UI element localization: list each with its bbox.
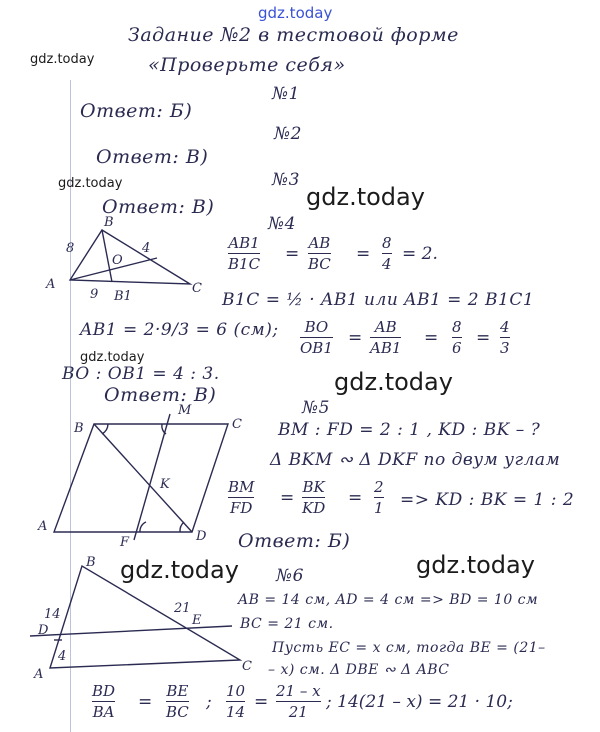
- fraction-numerator: BO: [304, 318, 329, 336]
- problem-number: №3: [272, 170, 300, 190]
- side-label: 9: [90, 287, 99, 302]
- fraction-numerator: AB: [308, 234, 331, 252]
- fraction-numerator: AB1: [228, 234, 260, 252]
- equals-sign: =: [285, 244, 300, 264]
- equation-line: – x) см. Δ DBE ∾ Δ ABC: [268, 662, 450, 678]
- equals-sign: =: [348, 328, 363, 348]
- side-label: 21: [174, 601, 191, 616]
- fraction-denominator: KD: [302, 499, 326, 517]
- watermark: gdz.today: [416, 551, 535, 579]
- fraction-denominator: 1: [374, 499, 384, 517]
- problem-number: №2: [274, 124, 302, 144]
- problem-number: №6: [276, 566, 304, 586]
- vertex-label-a: A: [34, 667, 44, 682]
- fraction-numerator: 2: [374, 478, 384, 496]
- watermark: gdz.today: [306, 183, 425, 211]
- similarity-line: Δ BKM ∾ Δ DKF по двум углам: [270, 450, 561, 470]
- fraction-denominator: BC: [308, 255, 331, 273]
- side-label: 4: [142, 241, 151, 256]
- watermark: gdz.today: [30, 52, 95, 67]
- vertex-label-b: B: [104, 215, 114, 230]
- assignment-subtitle: «Проверьте себя»: [148, 54, 346, 76]
- fraction-numerator: AB: [374, 318, 397, 336]
- fraction-denominator: 6: [452, 339, 462, 357]
- point-label-k: K: [160, 477, 170, 492]
- fraction-denominator: 4: [382, 255, 392, 273]
- angle-mark: [180, 522, 184, 532]
- equation-line: AB = 14 см, AD = 4 см => BD = 10 см: [238, 592, 539, 608]
- equals-sign: =: [280, 488, 295, 508]
- equals-sign: =: [356, 244, 371, 264]
- point-label-b1: B1: [114, 289, 132, 304]
- ratio-line: BO : OB1 = 4 : 3.: [62, 364, 220, 384]
- problem-number: №5: [302, 398, 330, 418]
- fraction-denominator: FD: [229, 499, 253, 517]
- point-label-e: E: [192, 613, 202, 628]
- vertex-label-a: A: [46, 277, 56, 292]
- fraction-denominator: 21: [288, 703, 308, 721]
- equals-sign: =: [254, 692, 269, 712]
- fraction-denominator: OB1: [300, 339, 333, 357]
- side-label: 4: [58, 649, 67, 664]
- vertex-label-b: B: [86, 555, 96, 570]
- result-line: => KD : BK = 1 : 2: [400, 490, 575, 510]
- fraction-numerator: 8: [452, 318, 462, 336]
- fraction-denominator: 3: [500, 339, 510, 357]
- fraction-numerator: BE: [166, 682, 189, 700]
- watermark-top: gdz.today: [258, 4, 333, 22]
- vertex-label-a: A: [38, 519, 48, 534]
- problem-number: №4: [268, 214, 296, 234]
- answer-text: Ответ: В): [104, 384, 217, 406]
- equation-line: AB1 = 2·9/3 = 6 (см);: [80, 320, 279, 340]
- equals-sign: =: [138, 692, 153, 712]
- equation-line: B1C = ½ · AB1 или AB1 = 2 B1C1: [222, 290, 535, 310]
- answer-text: Ответ: Б): [238, 530, 351, 552]
- fraction-numerator: 4: [500, 318, 510, 336]
- fraction-denominator: BA: [92, 703, 115, 721]
- side-label: 8: [66, 241, 75, 256]
- fraction-denominator: 14: [226, 703, 246, 721]
- diagonal-bd: [94, 424, 192, 532]
- point-label-m: M: [178, 403, 192, 418]
- vertex-label-c: C: [242, 659, 252, 674]
- fraction-numerator: 10: [226, 682, 246, 700]
- given-line: BM : FD = 2 : 1 , KD : BK – ?: [278, 420, 541, 440]
- watermark: gdz.today: [120, 556, 239, 584]
- point-label-d: D: [38, 623, 49, 638]
- fraction-numerator: 21 – x: [276, 682, 321, 700]
- segment-de: [30, 626, 232, 636]
- fraction-numerator: BD: [92, 682, 116, 700]
- watermark: gdz.today: [58, 176, 123, 191]
- equals-sign: =: [476, 328, 491, 348]
- equation-line: Пусть EC = x см, тогда BE = (21–: [272, 640, 546, 656]
- separator: ;: [206, 692, 212, 712]
- segment-bb1: [102, 230, 112, 282]
- watermark: gdz.today: [334, 368, 453, 396]
- fraction-numerator: 8: [382, 234, 392, 252]
- answer-text: Ответ: В): [102, 196, 215, 218]
- vertex-label-d: D: [196, 529, 207, 544]
- answer-text: Ответ: В): [96, 146, 209, 168]
- triangle-abc6: [50, 566, 240, 668]
- equation-result: = 2.: [402, 244, 438, 264]
- fraction-denominator: AB1: [370, 339, 402, 357]
- equation-tail: ; 14(21 – x) = 21 · 10;: [326, 692, 513, 712]
- problem-number: №1: [272, 84, 300, 104]
- fraction-denominator: BC: [166, 703, 189, 721]
- fraction-numerator: BM: [228, 478, 255, 496]
- point-label-o: O: [112, 253, 123, 268]
- triangle-abc-figure: [70, 230, 190, 284]
- equals-sign: =: [348, 488, 363, 508]
- angle-mark: [140, 522, 146, 532]
- side-label: 14: [44, 607, 61, 622]
- angle-mark: [102, 424, 108, 434]
- fraction-denominator: B1C: [228, 255, 261, 273]
- equation-line: BC = 21 см.: [240, 616, 334, 632]
- fraction-numerator: BK: [302, 478, 325, 496]
- assignment-title: Задание №2 в тестовой форме: [128, 24, 459, 46]
- equals-sign: =: [424, 328, 439, 348]
- point-label-f: F: [120, 535, 130, 550]
- answer-text: Ответ: Б): [80, 100, 193, 122]
- vertex-label-c: C: [192, 281, 202, 296]
- watermark: gdz.today: [80, 350, 145, 365]
- vertex-label-b: B: [74, 421, 84, 436]
- vertex-label-c: C: [232, 417, 242, 432]
